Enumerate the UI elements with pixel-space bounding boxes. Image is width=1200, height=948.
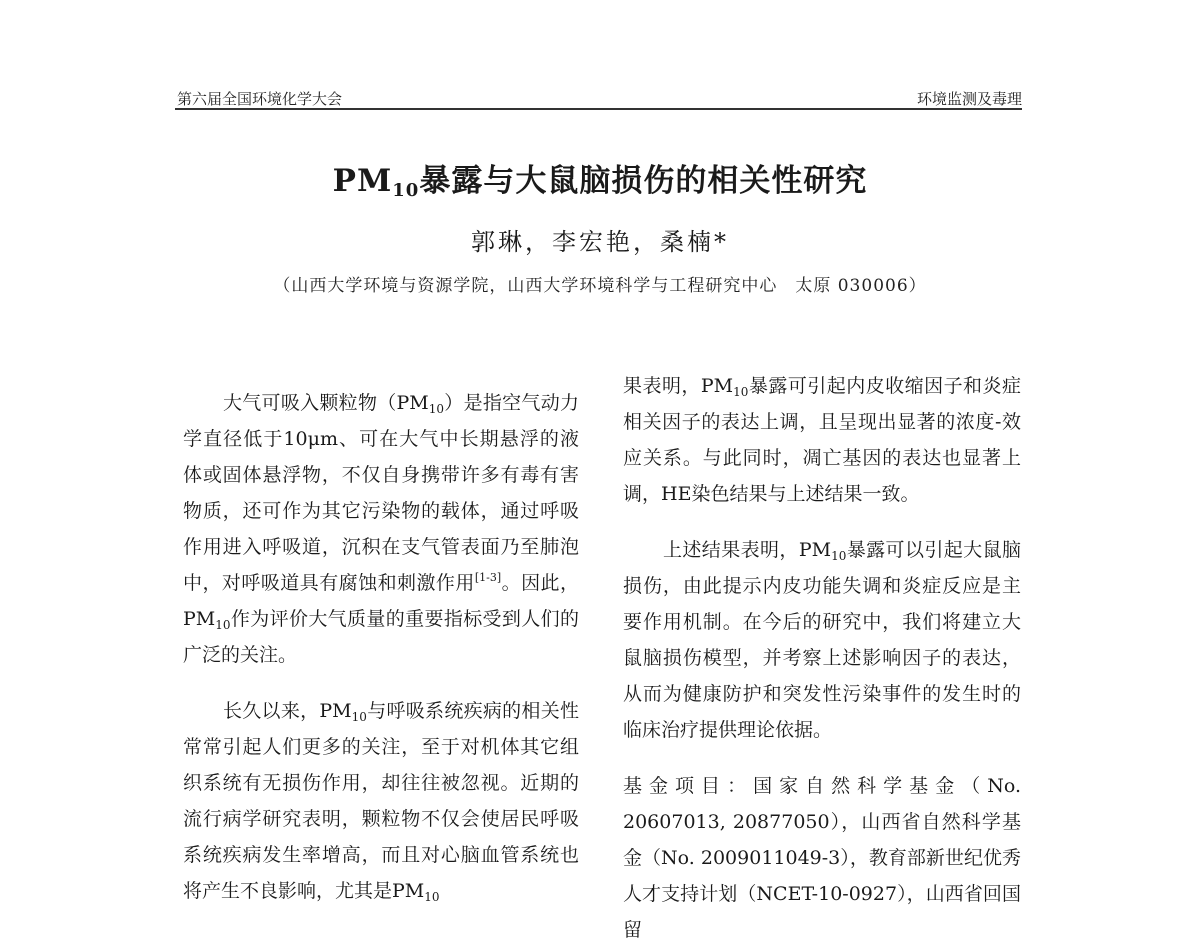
text-run: ）是指空气动力学直径低于10μm、可在大气中长期悬浮的液体或固体悬浮物，不仅自身携带许多有毒有害物质，还可作为其它污染物的载体，通过呼吸作用进入呼吸道，沉积在支气管表面乃至肺泡中，对呼吸道具有腐蚀和刺激作用 bbox=[183, 392, 579, 594]
running-header-section: 环境监测及毒理 bbox=[916, 90, 1022, 108]
text-run: 暴露可引起内皮收缩因子和炎症相关因子的表达上调，且呈现出显著的浓度-效应关系。与此同时，凋亡基因的表达也显著上调，HE染色结果与上述结果一致。 bbox=[623, 375, 1021, 505]
text-run: 作为评价大气质量的重要指标受到人们的广泛的关注。 bbox=[183, 608, 579, 666]
subscript: 10 bbox=[215, 618, 231, 632]
paragraph-intro bbox=[183, 385, 579, 673]
text-run: 果表明，PM bbox=[623, 375, 734, 397]
running-header-conference: 第六届全国环境化学大会 bbox=[177, 90, 343, 108]
text-run: 与呼吸系统疾病的相关性常常引起人们更多的关注，至于对机体其它组织系统有无损伤作用，却往往被忽视。近期的流行病学研究表明，颗粒物不仅会使居民呼吸系统疾病发生率增高，而且对心脑血管系统也将产生不良影响，尤其是PM bbox=[183, 700, 579, 902]
text-run: 基金项目：国家自然科学基金（No. 20607013, 20877050），山西省自然科学基金（No. 2009011049-3），教育部新世纪优秀人才支持计划（NCET-10-0927），山西省回国留 bbox=[623, 775, 1021, 941]
paragraph-conclusion bbox=[623, 532, 1021, 748]
authors: 郭琳，李宏艳，桑楠* bbox=[471, 228, 729, 256]
paragraph-results bbox=[623, 368, 1021, 512]
left-column bbox=[183, 385, 579, 909]
right-column bbox=[623, 368, 1021, 948]
title-main: 暴露与大鼠脑损伤的相关性研究 bbox=[419, 163, 868, 199]
subscript: 10 bbox=[733, 385, 749, 399]
paragraph-funding bbox=[623, 768, 1021, 948]
subscript: 10 bbox=[831, 549, 847, 563]
paragraph-background bbox=[183, 693, 579, 909]
header-rule bbox=[175, 108, 1022, 110]
text-run: 长久以来，PM bbox=[223, 700, 352, 722]
title-pm: PM bbox=[332, 163, 393, 199]
subscript: 10 bbox=[351, 710, 367, 724]
text-run: 。因此，PM bbox=[183, 572, 579, 630]
citation-ref: [1-3] bbox=[474, 571, 502, 584]
affiliation: （山西大学环境与资源学院，山西大学环境科学与工程研究中心 太原 030006） bbox=[273, 276, 927, 296]
text-run: 暴露可以引起大鼠脑损伤，由此提示内皮功能失调和炎症反应是主要作用机制。在今后的研究中，我们将建立大鼠脑损伤模型，并考察上述影响因子的表达，从而为健康防护和突发性污染事件的发生时的临床治疗提供理论依据。 bbox=[623, 539, 1021, 741]
text-run: 大气可吸入颗粒物（PM bbox=[223, 392, 429, 414]
paper-title bbox=[0, 155, 1200, 201]
text-run: 上述结果表明，PM bbox=[663, 539, 832, 561]
subscript: 10 bbox=[428, 402, 445, 416]
subscript: 10 bbox=[424, 890, 440, 904]
title-subscript: 10 bbox=[392, 180, 420, 201]
